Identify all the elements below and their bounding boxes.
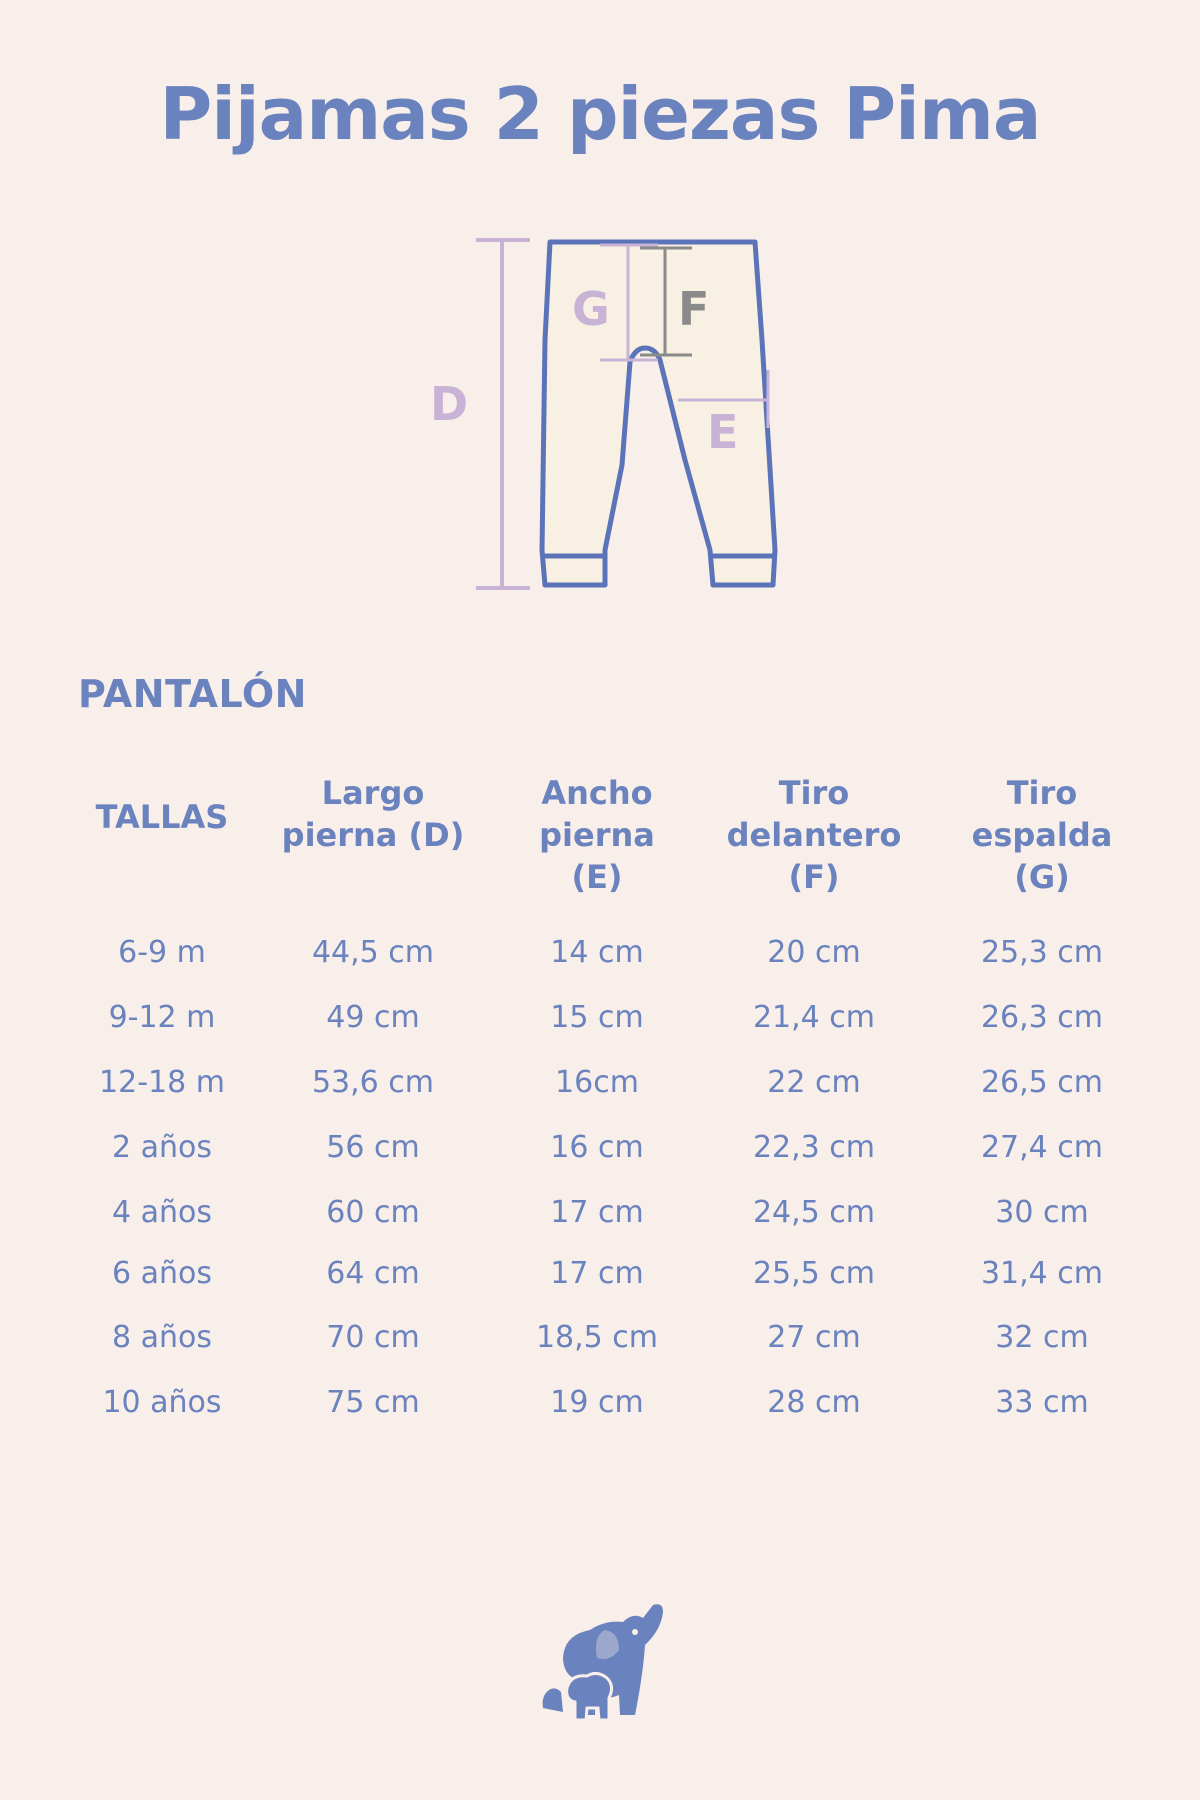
table-cell: 33 cm [995,1385,1089,1420]
table-cell: 15 cm [550,1000,644,1035]
table-cell: 64 cm [326,1256,420,1291]
table-header-1 [253,772,493,856]
table-cell: 49 cm [326,1000,420,1035]
pants-diagram [400,220,800,600]
table-cell: 53,6 cm [311,1065,435,1100]
table-cell: 12-18 m [99,1065,225,1100]
table-header-line: Tiro [1006,774,1078,812]
table-cell: 19 cm [550,1385,644,1420]
table-cell: 25,5 cm [752,1256,876,1291]
table-cell: 27 cm [767,1320,861,1355]
label-f: F [678,282,710,336]
table-cell: 75 cm [326,1385,420,1420]
table-header-line: espalda [971,816,1113,854]
elephant-icon [535,1600,670,1725]
table-cell: 17 cm [550,1256,644,1291]
table-header-line: (F) [788,858,840,896]
label-e: E [707,405,739,459]
table-cell: 60 cm [326,1195,420,1230]
label-g: G [572,282,610,336]
table-cell: 2 años [111,1130,212,1165]
table-cell: 9-12 m [108,1000,216,1035]
table-header-line: Largo [321,774,425,812]
table-cell: 18,5 cm [535,1320,659,1355]
table-cell: 20 cm [767,935,861,970]
table-cell: 8 años [111,1320,212,1355]
table-header-line: pierna [539,816,655,854]
table-cell: 25,3 cm [980,935,1104,970]
table-cell: 16 cm [550,1130,644,1165]
table-cell: 44,5 cm [311,935,435,970]
table-cell: 6-9 m [118,935,206,970]
table-header-3 [694,772,934,898]
table-cell: 24,5 cm [752,1195,876,1230]
table-cell: 22,3 cm [752,1130,876,1165]
table-cell: 17 cm [550,1195,644,1230]
table-cell: 16cm [555,1065,639,1100]
table-header-line: pierna (D) [281,816,465,854]
table-cell: 27,4 cm [980,1130,1104,1165]
table-header-line: delantero [726,816,902,854]
table-header-line: (E) [571,858,623,896]
page-title: Pijamas 2 piezas Pima [159,72,1041,156]
table-cell: 14 cm [550,935,644,970]
table-cell: 26,3 cm [980,1000,1104,1035]
table-cell: 21,4 cm [752,1000,876,1035]
table-header-line: (G) [1014,858,1070,896]
table-cell: 26,5 cm [980,1065,1104,1100]
table-cell: 32 cm [995,1320,1089,1355]
table-header-0 [42,796,282,838]
table-cell: 70 cm [326,1320,420,1355]
table-cell: 56 cm [326,1130,420,1165]
table-header-2 [477,772,717,898]
table-cell: 30 cm [995,1195,1089,1230]
measure-line-d [476,240,530,588]
table-header-line: Ancho [541,774,653,812]
table-header-line: TALLAS [95,798,229,836]
table-cell: 6 años [111,1256,212,1291]
label-d: D [430,377,469,431]
table-cell: 10 años [102,1385,222,1420]
table-cell: 31,4 cm [980,1256,1104,1291]
table-cell: 4 años [111,1195,212,1230]
section-title: PANTALÓN [78,672,307,716]
table-header-line: Tiro [778,774,850,812]
table-header-4 [922,772,1162,898]
table-cell: 22 cm [767,1065,861,1100]
table-cell: 28 cm [767,1385,861,1420]
